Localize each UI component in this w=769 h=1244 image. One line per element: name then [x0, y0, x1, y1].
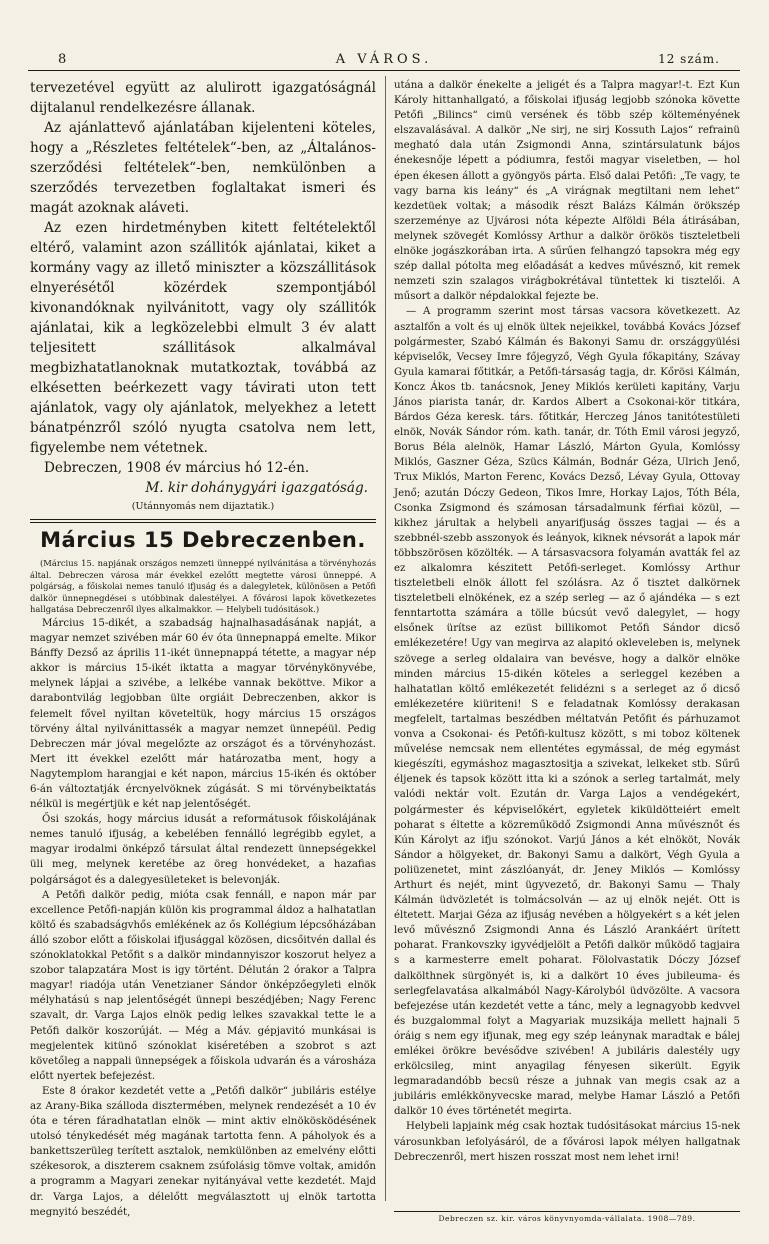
column-divider: [385, 76, 386, 1201]
article-intro: (Március 15. napjának országos nemzeti ünneppé nyilvánitása a törvényhozás által. Debreczen városa már évekkel ezelőtt megtette városi ünneppé. A polgárság, a főiskolai nemes tanuló ifjuság és a dalegyletek, különösen a Petőfi dalkör ünnepnegdései s utóbbinak dalestélyei. A fővárosi lapok következetes hallgatása Debreczenről ilyes alkalmakkor. — Helybeli tudósitások.): [30, 558, 376, 615]
notice-paragraph: Az ezen hirdetményben kitett feltételektől eltérő, valamint azon szállitók ajánlatai, kiket a kormány vagy az illető miniszter a közszállitások elnyerésétől közérdek szempontjából kivonandóknak nyilvánitott, vagy oly szállitók ajánlatai, kik a legközelebbi elmult 3 év alatt teljesitett szállitások alkalmával megbizhatatlanoknak mutatkoztak, továbbá az elkésetten beérkezett vagy távirati uton tett ajánlatok, vagy oly ajánlatok, melyekhez a letett bánatpénzről szóló nyugta csatolva nem lett, figyelembe nem vétetnek.: [30, 220, 376, 456]
article-title: Március 15 Debreczenben.: [40, 528, 366, 552]
page-number: 8: [58, 52, 68, 67]
notice-signature: M. kir dohánygyári igazgatóság.: [145, 480, 368, 496]
reprint-note: (Utánnyomás nem dijaztatik.): [131, 501, 275, 512]
notice-paragraph: Az ajánlattevő ajánlatában kijelenteni köteles, hogy a „Részletes feltételek“-ben, az „Általános-szerződési feltételek“-ben, nemkülönben a szerződés tervezetben foglaltakat ismeri és magát azoknak aláveti.: [30, 120, 376, 216]
page-header: [28, 48, 740, 68]
issue-number: 12 szám.: [658, 52, 720, 66]
article-paragraph: A Petőfi dalkör pedig, mióta csak fennáll, e napon már par excellence Petőfi-napján külön kis programmal áldoz a halhatatlan költő és szabadságvhős emlékének az ős Kollégium lépcsőházában álló szobor előtt a főiskolai ifjusággal közösen, dicsőitvén dallal és szónoklatokkal Petőfit s a dalkör mindannyiszor koszorut helyez a szobor talapzatára Most is igy történt. Délután 2 órakor a Talpra magyar! riadója után Venetzianer Sándor önképzőegyleti elnök mélyhatású s nap jelentőségét ünnepi beszédjében; Nagy Ferenc szavalt, dr. Varga Lajos elnök pedig lelkes szavakkal tette le a Petőfi dalkör koszorúját. — Még a Máv. gépjavitó munkásai is megjelentek kitünő szónoklat kiséretében a szobrot s azt követőleg a nappali ünnepségek a főiskola udvarán és a városháza előtt nyertek befejezést.: [30, 889, 376, 1082]
notice-paragraph: tervezetével együtt az alulirott igazgatóságnál dijtalanul rendelkezésre állanak.: [30, 80, 376, 116]
printer-footer: Debreczen sz. kir. város könyvnyomda-vállalata. 1908—789.: [394, 1211, 740, 1223]
newspaper-title: A VÁROS.: [335, 52, 433, 67]
notice-date: Debreczen, 1908 év március hó 12-én.: [44, 460, 310, 476]
article-paragraph: Helybeli lapjaink még csak hoztak tudósitásokat március 15-nek városunkban lefolyásáról, de a fővárosi lapok mélyen hallgatnak Debreczenről, mert hiszen rosszat most nem lehet irni!: [394, 1121, 740, 1163]
article-paragraph: Este 8 órakor kezdetét vette a „Petőfi dalkör“ jubiláris estélye az Arany-Bika szálloda disztermében, melynek rendezését a 10 év óta e téren fáradhatatlan elnök — mint aktiv elnökösködésének utolsó ténykedését még magának tartotta fenn. A páholyok és a bankettszerüleg terített asztalok, nemkülönben az emelvény előtti székesorok, a diszterem csaknem zsúfolásig tömve voltak, amidőn a programm a Magyari zenekar nyitányával vette kezdetét. Majd dr. Varga Lajos, a délelőtt megválasztott uj elnök tartotta megnyitó beszédét,: [30, 1085, 376, 1218]
article-paragraph: utána a dalkör énekelte a jeligét és a Talpra magyar!-t. Ezt Kun Károly hittanhallgató, a főiskolai ifjuság legjobb szónoka követte Petőfi „Bilincs“ cimü versének és több szép költeményének elszavalásával. A dalkör „Ne sirj, ne sirj Kossuth Lajos“ refrainü megható dala után Zsigmondi Anna, szintársulatunk bájos énekesnője lépett a pódiumra, festői magyar viseletben, — hol épen ékesen állott a gyöngyös párta. Első dalai Petőfi: „Te vagy, te vagy barna kis leány“ és „A virágnak megtiltani nem lehet“ kezdetüek voltak; a második részt Balázs Kálmán örökszép szerzeménye az Ujvárosi nóta képezte Alföldi Béla átirásában, melynek szövegét Komlóssy Arthur a dalkör örökös tiszteletbeli elnöke jogászkorában irta. A sűrűen felhangzó tapsokra még egy szép dallal pótolta meg előadását a kedves művésznő, kit remek nemzeti szin szalagos virágbokrétával tüntettek ki tisztelői. A műsort a dalkör népdalokkal fejezte be.: [394, 80, 740, 303]
article-paragraph: Ősi szokás, hogy március idusát a reformátusok főiskolájának nemes tanuló ifjuság, a kebelében fennálló legrégibb egylet, a magyar irodalmi önképző társulat által rendezett ünnepségekkel üli meg, melynek keretébe az öreg honvédeket, a hazafias polgárságot és a dalegyesületeket is belevonják.: [30, 814, 376, 886]
header-rule: [28, 70, 740, 71]
article-paragraph: — A programm szerint most társas vacsora következett. Az asztalfőn a volt és uj elnök ültek nejeikkel, továbbá Kovács József polgármester, Szabó Kálmán és Bakonyi Samu dr. országgyülési képviselők, Vecsey Imre főjegyző, Végh Gyula főkapitány, Szávay Gyula kamarai főtitkár, a Petőfi-társaság tagja, dr. Kőrösi Kálmán, Koncz Ákos tb. tanácsnok, Jeney Miklós kerületi kapitány, Varju János piarista tanár, dr. Kardos Albert a Csokonai-kör titkára, Bárdos Géza keresk. társ. főtitkár, Herczeg János tanitótestületi elnök, Novák Sándor róm. kath. tanár, dr. Tóth Emil városi jegyző, Borus Béla alelnök, Hamar László, Márton Gyula, Komlóssy Miklós, Gaszner Géza, Szücs Kálmán, Bodnár Géza, Ulrich Jenő, Trux Miklós, Marton Ferenc, Kovács Dezső, Lévay Gyula, Ottovay Jenő; azután Dóczy Gedeon, Tikos Imre, Horkay Lajos, Tóth Béla, Csonka Zsigmond és számosan társadalmunk férfiai közül, — kikhez járultak a helybeli anyarifjuság összes tagjai — és a szebbnél-szebb asszonyok és leányok, kiknek névsorát a lapok már többszörösen közölték. — A társasvacsora folyamán avatták fel az ez alkalomra készitett Petőfi-serleget. Komlóssy Arthur tiszteletbeli elnök állott fel szólásra. Az ő tisztet dalkörnek tiszteletbeli elnökének, ez a szép serleg — az ő ajándéka — s ezt fenntartotta számára a tölle búcsút vevő dalegylet, — hogy elsőnek ürítse az ezüst billikomot Petőfi Sándor dicső emlékezetére! Ugy van megirva az alapitó okleveleben is, melynek szövege a serleg oldalaira van bevésve, hogy a dalkör elnöke minden március 15-dikén köteles a serleggel kezében a halhatatlan költő emlékezetét felidézni s a serleget az ő dicső emlékezetére kiüriteni! S e feladatnak Komlóssy derakasan megfelelt, tartalmas beszédben méltatván Petőfit és párhuzamot vonva a Csokonai- és Petőfi-kultusz között, s mi toboz költenek művelése nemcsak nem ellentétes egymással, de még egymást kiegészíti, egymáshoz magasztositja a szivekat, lelkeket stb. Sűrű éljenek és tapsok között itta ki a szónok a serleg tartalmát, mely valódi nektár volt. Ezután dr. Varga Lajos a vendégekért, polgármester és képviselőkért, egyletek kiküldötteiért emelt poharat s éltette a közreműködő Zsigmondi Anna művésznőt és Kún Károlyt az ifju szónokot. Varjú János a két elnököt, Novák Sándor a hölgyeket, dr. Bakonyi Samu a dalkört, Végh Gyula a poliüzenetet, mint zászlóanyát, dr. Jeney Miklós — Komlóssy Arthurt és nejét, mint ügyvezető, dr. Bakonyi Samu — Thaly Kálmán üdvözletét is tolmácsolván — az uj elnök nejét. Ott is éltetett. Marjai Géza az ifjuság nevében a hölgyekért s a két jelen levő művésznő Zsigmondi Anna és László Arankáért ürített poharat. Frankovszky igyvédjelölt a Petőfi dalkör működő tagjaira s a karmesterre emelt poharat. Fölolvastatik Dóczy József dalkölthnek sürgönyét is, ki a dalkört 10 éves jubileuma- és serlegfelavatása alkalmából Nagy-Károlyból üdvözölte. A vacsora befejezése után kezdetét vette a tánc, mely a legnagyobb kedvvel és buzgalommal folyt a Magyariak muzsikája mellett hajnali 5 óráig s nem egy ifjunak, meg egy szép leánynak maradtak e bálej emlékei örökre bevésődve szivében! A jubiláris dalestély ugy erkölcsileg, mint anyagilag fényesen sikerült. Egyik legmaradandóbb becsü része a juhnak van megis csak az a jubiláris emlékkönyvecske marad, melybe Hamar László a Petőfi dalkör 10 éves történetét megirta.: [394, 306, 740, 1118]
left-column: [30, 78, 376, 1218]
right-column: [394, 78, 740, 1163]
article-paragraph: Március 15-dikét, a szabadság hajnalhasadásának napját, a magyar nemzet szivében már 60 év óta ünnepnappá emelte. Mikor Bánffy Dezső az április 11-ikét ünnepnappá tétette, a magyar nép akkor is március 15-ikét iktatta a magyar törvénykönyvébe, melynek lápjai a szivébe, a lelkébe vannak beköttve. Mikor a darabontvilág legjobban ülte orgiáit Debreczenben, akkor is felemelt fővel nyiltan követeltük, hogy március 15 országos törvény által nyilvánittassék a magyar nemzet ünnepéül. Pedig Debreczen már jóval megelőzte az országot és a törvényhozást. Mert itt évekkel ezelőtt már határozatba ment, hogy a Nagytemplom harangjai e két napon, március 15-ikén és október 6-án változtatják ércnyelvöknek zúgását. S mi törvénybeiktatás nélkül is megértjük e két nap jelentőségét.: [30, 617, 376, 811]
article-separator: [30, 519, 376, 523]
